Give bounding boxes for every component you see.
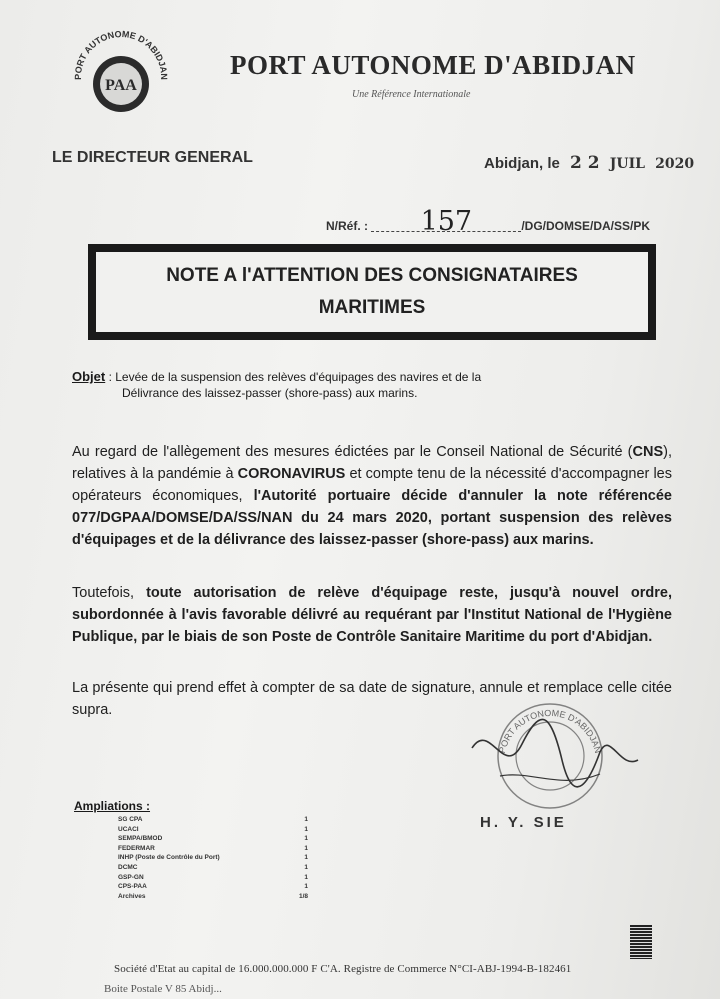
date-day: 2 2 — [570, 153, 600, 173]
distribution-quantity: 1 — [304, 844, 308, 852]
port-logo-seal — [66, 26, 176, 136]
subject-label: Objet — [72, 369, 106, 384]
distribution-recipient: CPS-PAA — [118, 883, 147, 891]
distribution-recipient: GSP-GN — [118, 873, 144, 881]
distribution-row — [118, 815, 308, 825]
distribution-recipient: INHP (Poste de Contrôle du Port) — [118, 854, 220, 862]
svg-text:PORT AUTONOME D'ABIDJAN: PORT AUTONOME D'ABIDJAN — [72, 28, 170, 80]
place-label: Abidjan, le — [484, 155, 560, 172]
date-year: 2020 — [655, 156, 695, 172]
text-bold-segment: toute autorisation de relève d'équipage reste, jusqu'à nouvel ordre, subordonnée à l'avis favorable délivré au requérant par l'Institut National de l'Hygiène Publique, par le biais de son Poste de Contrôle Sanitaire Maritime du port d'Abidjan. — [72, 585, 673, 645]
distribution-recipient: SEMPA/BMOD — [118, 835, 163, 843]
distribution-quantity: 1 — [304, 863, 308, 871]
distribution-quantity: 1 — [304, 883, 308, 891]
footer-address-line: Boite Postale V 85 Abidj... — [104, 983, 222, 995]
text-segment: ), relatives à la pandémie à — [72, 444, 672, 482]
signatory-name: H. Y. SIE — [480, 814, 567, 831]
note-title-box — [88, 244, 656, 340]
distribution-row — [118, 825, 308, 835]
body-paragraph-2 — [72, 582, 672, 648]
text-bold-segment: l'Autorité portuaire décide d'annuler la note référencée 077/DGPAA/DOMSE/DA/SS/NAN du 24 mars 2020, portant suspension des relèves d'équipages et de la délivrance des laissez-passer (shore-pass) aux marins. — [72, 488, 672, 548]
text-segment: Au regard de l'allègement des mesures édictées par le Conseil National de Sécurité ( — [72, 444, 633, 460]
distribution-row — [118, 873, 308, 883]
distribution-row — [118, 853, 308, 863]
text-bold-segment: CNS — [632, 444, 664, 460]
distribution-row — [118, 834, 308, 844]
sender-title: LE DIRECTEUR GENERAL — [52, 149, 253, 166]
distribution-quantity: 1 — [304, 854, 308, 862]
distribution-title: Ampliations : — [74, 799, 151, 813]
subject-block — [72, 369, 592, 401]
body-paragraph-3: La présente qui prend effet à compter de sa date de signature, annule et remplace celle citée supra. — [72, 680, 672, 718]
subject-line-1: : Levée de la suspension des relèves d'équipages des navires et de la — [108, 370, 482, 384]
distribution-recipient: DCMC — [118, 863, 138, 871]
distribution-quantity: 1 — [304, 816, 308, 823]
subject-line-2: Délivrance des laissez-passer (shore-pass) aux marins. — [122, 386, 418, 400]
distribution-recipient: SG CPA — [118, 816, 143, 823]
note-title: NOTE A l'ATTENTION DES CONSIGNATAIRES MARITIMES — [166, 265, 578, 318]
distribution-list — [118, 815, 308, 901]
corner-barcode — [630, 925, 652, 959]
svg-text:PAA: PAA — [105, 77, 137, 94]
distribution-quantity: 1 — [304, 873, 308, 881]
reference-number: 157 — [371, 213, 521, 232]
reference-label: N/Réf. : — [326, 219, 368, 233]
distribution-row — [118, 863, 308, 873]
place-date — [484, 153, 694, 173]
distribution-quantity: 1 — [304, 835, 308, 843]
text-segment: et compte tenu de la nécessité d'accompagner les opérateurs économiques, — [72, 466, 672, 504]
distribution-row — [118, 892, 308, 902]
distribution-quantity: 1/8 — [298, 892, 308, 900]
distribution-row — [118, 882, 308, 892]
reference-suffix: /DG/DOMSE/DA/SS/PK — [521, 219, 651, 233]
organization-tagline: Une Référence Internationale — [352, 89, 471, 100]
text-bold-segment: CORONAVIRUS — [237, 466, 346, 482]
date-month: JUIL — [609, 156, 645, 172]
distribution-quantity: 1 — [304, 825, 308, 833]
official-stamp-and-signature — [470, 690, 640, 820]
footer-legal-line: Société d'Etat au capital de 16.000.000.000 F C'A. Registre de Commerce N°CI-ABJ-1994-B-182461 — [114, 963, 572, 975]
distribution-recipient: UCACI — [118, 825, 139, 833]
body-paragraph-1 — [72, 441, 672, 551]
distribution-recipient: FEDERMAR — [118, 844, 155, 852]
svg-text:PORT AUTONOME D'ABIDJAN: PORT AUTONOME D'ABIDJAN — [496, 707, 604, 755]
distribution-recipient: Archives — [118, 892, 146, 900]
text-segment: Toutefois, — [72, 585, 147, 601]
organization-name: PORT AUTONOME D'ABIDJAN — [230, 50, 636, 80]
reference-line — [326, 206, 651, 237]
distribution-row — [118, 844, 308, 854]
